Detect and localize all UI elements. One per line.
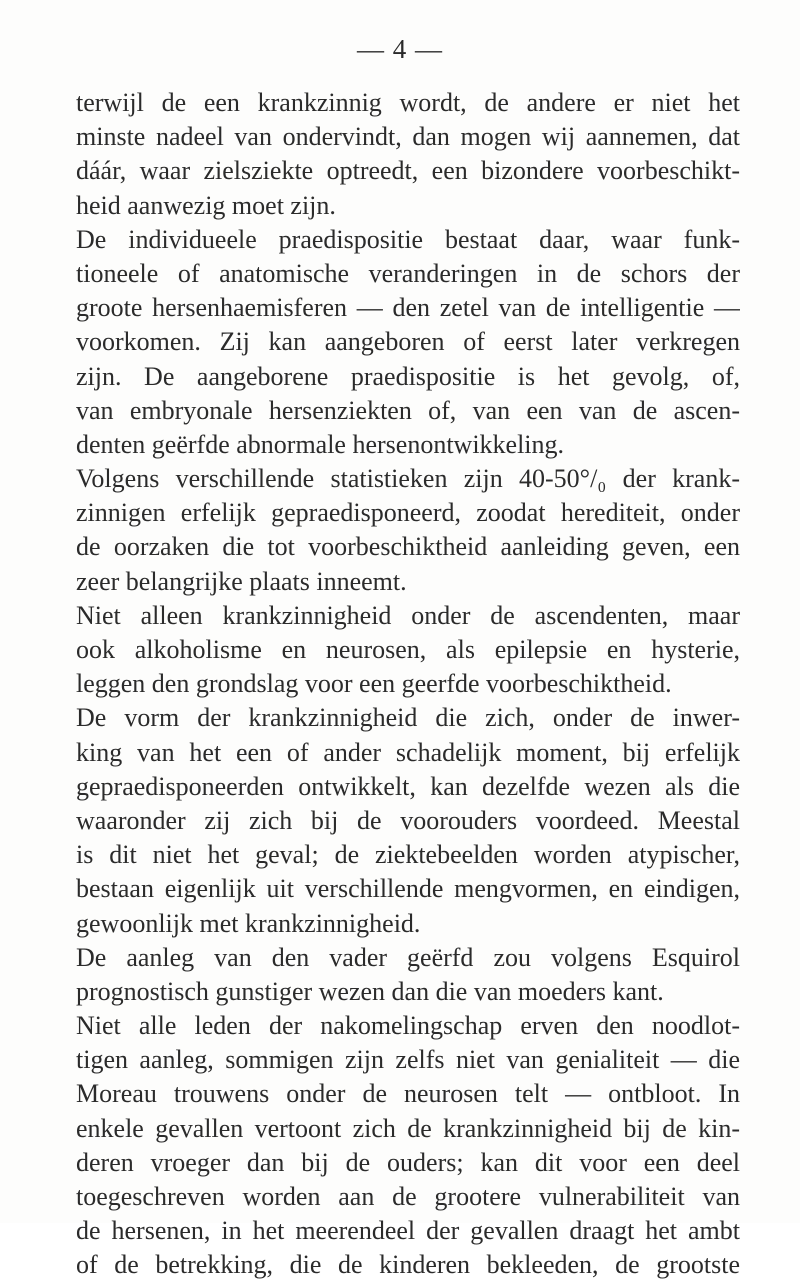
text-line: van embryonale hersenziekten of, van een van de ascen- bbox=[76, 395, 740, 425]
text-line: tigen aanleg, sommigen zijn zelfs niet van genialiteit — die bbox=[76, 1045, 740, 1075]
text-line: is dit niet het geval; de ziektebeelden worden atypischer, bbox=[76, 840, 740, 870]
text-line: zinnigen erfelijk gepraedisponeerd, zoodat herediteit, onder bbox=[76, 498, 740, 528]
text-line: zijn. De aangeborene praedispositie is het gevolg, of, bbox=[76, 361, 740, 391]
text-line: Niet alle leden der nakomelingschap erven den noodlot- bbox=[76, 1011, 740, 1041]
text-line: Volgens verschillende statistieken zijn 40-50°/₀ der krank- bbox=[76, 464, 740, 494]
text-line: of de betrekking, die de kinderen bekleeden, de grootste bbox=[76, 1250, 740, 1280]
text-line: denten geërfde abnormale hersenontwikkeling. bbox=[76, 429, 565, 459]
text-line: De vorm der krankzinnigheid die zich, onder de inwer- bbox=[76, 703, 740, 733]
text-line: zeer belangrijke plaats inneemt. bbox=[76, 566, 407, 596]
text-line: leggen den grondslag voor een geerfde voorbeschiktheid. bbox=[76, 669, 672, 699]
text-line: ook alkoholisme en neurosen, als epilepsie en hysterie, bbox=[76, 635, 740, 664]
text-line: enkele gevallen vertoont zich de krankzinnigheid bij de kin- bbox=[76, 1113, 740, 1143]
text-line: gepraedisponeerden ontwikkelt, kan dezelfde wezen als die bbox=[76, 771, 740, 801]
text-line: tioneele of anatomische veranderingen in de schors der bbox=[76, 258, 740, 288]
text-line: prognostisch gunstiger wezen dan die van moeders kant. bbox=[76, 976, 664, 1006]
text-line: bestaan eigenlijk uit verschillende mengvormen, en eindigen, bbox=[76, 874, 740, 904]
text-line: dáár, waar zielsziekte optreedt, een bizondere voorbeschikt- bbox=[76, 156, 740, 186]
text-line: Moreau trouwens onder de neurosen telt — ontbloot. In bbox=[76, 1079, 740, 1109]
text-line: waaronder zij zich bij de voorouders voordeed. Meestal bbox=[76, 805, 740, 835]
text-line: gewoonlijk met krankzinnigheid. bbox=[76, 908, 421, 938]
text-line: deren vroeger dan bij de ouders; kan dit voor een deel bbox=[76, 1147, 740, 1177]
page-number: — 4 — bbox=[357, 34, 443, 64]
text-line: de oorzaken die tot voorbeschiktheid aanleiding geven, een bbox=[76, 532, 740, 562]
text-line: voorkomen. Zij kan aangeboren of eerst later verkregen bbox=[76, 327, 740, 357]
text-line: Niet alleen krankzinnigheid onder de ascendenten, maar bbox=[76, 600, 740, 630]
text-line: king van het een of ander schadelijk moment, bij erfelijk bbox=[76, 737, 740, 767]
text-line: terwijl de een krankzinnig wordt, de andere er niet het bbox=[76, 88, 740, 117]
text-line: De aanleg van den vader geërfd zou volgens Esquirol bbox=[76, 942, 740, 972]
text-line: heid aanwezig moet zijn. bbox=[76, 190, 336, 220]
text-line: de hersenen, in het meerendeel der gevallen draagt het ambt bbox=[76, 1216, 740, 1246]
text-line: De individueele praedispositie bestaat daar, waar funk- bbox=[76, 224, 740, 254]
body-text bbox=[76, 86, 740, 1283]
text-line: groote hersenhaemisferen — den zetel van de intelligentie — bbox=[76, 293, 740, 323]
text-line: minste nadeel van ondervindt, dan mogen wij aannemen, dat bbox=[76, 122, 740, 152]
text-line: toegeschreven worden aan de grootere vulnerabiliteit van bbox=[76, 1182, 740, 1211]
